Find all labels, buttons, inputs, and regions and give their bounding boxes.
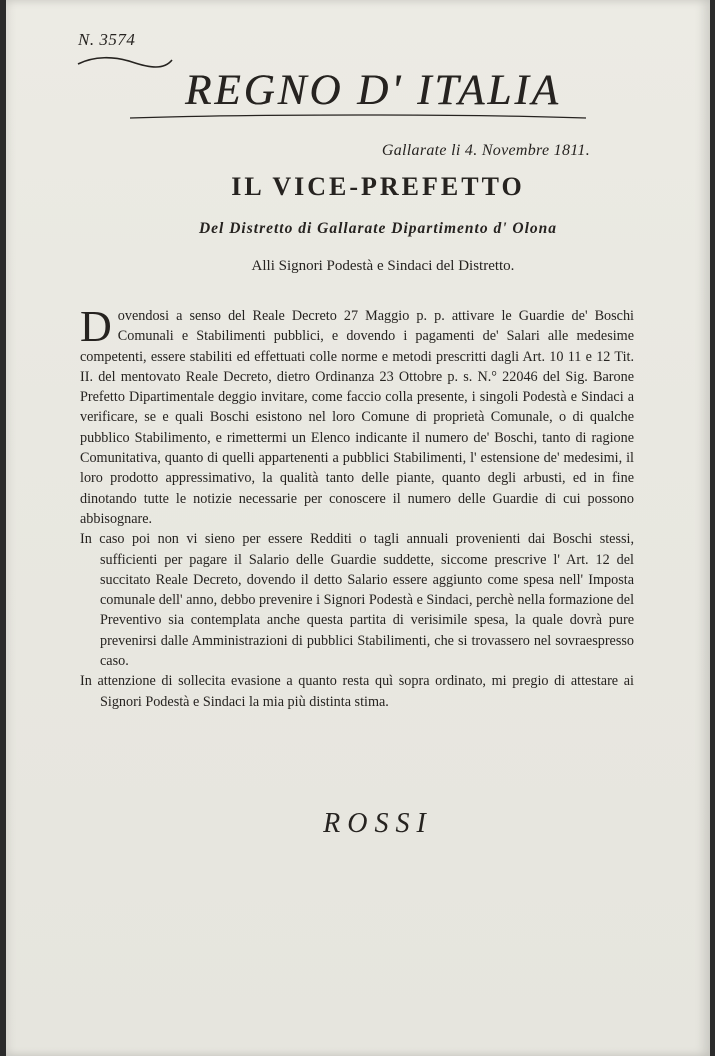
signature: ROSSI — [323, 808, 433, 839]
body-paragraph-3: In attenzione di sollecita evasione a quanto resta quì sopra ordinato, mi pregio di attestare ai Signori Podestà e Sindaci la mia più distinta stima. — [80, 673, 634, 710]
district-line: Del Distretto di Gallarate Dipartimento d' Olona — [198, 220, 557, 237]
addressees-line: Alli Signori Podestà e Sindaci del Distretto. — [251, 258, 515, 274]
document-body — [80, 302, 635, 712]
body-paragraph-1: Dovendosi a senso del Reale Decreto 27 Maggio p. p. attivare le Guardie de' Boschi Comunali e Stabilimenti pubblici, e dovendo i pagamenti de' Salari alle medesime competenti, essere stabiliti ed effettuati colle norme e metodi prescritti dagli Art. 10 11 e 12 Tit. II. del mentovato Reale Decreto, dietro Ordinanza 23 Ottobre p. s. N.° 22046 del Sig. Barone Prefetto Dipartimentale deggio invitare, come faccio colla presente, i singoli Podestà e Sindaci a verificare, se e quali Boschi esistono nel loro Comune di proprietà Comunale, o di qualche pubblico Stabilimento, e rimettermi un Elenco indicante il numero de' Boschi, tanto di ragione Comunitativa, quanto di quelli appartenenti a pubblici Stabilimenti, l' estensione de' medesimi, il loro prodotto appressimativo, la qualità tanto delle piante, quanto degli arbusti, ed in fine dinotando tutte le notizie necessarie per conoscere il numero delle Guardie di cui possono abbisognare. — [80, 302, 634, 527]
document-page — [6, 0, 710, 1056]
date-line: Gallarate li 4. Novembre 1811. — [381, 142, 590, 159]
body-paragraph-2: In caso poi non vi sieno per essere Redditi o tagli annuali provenienti dai Boschi stessi, sufficienti per pagare il Salario delle Guardie suddette, siccome prescrive l' Art. 12 del succitato Reale Decreto, dovendo il detto Salario essere aggiunto come spesa nell' Imposta comunale dell' anno, debbo prevenire i Signori Podestà e Sindaci, perchè nella formazione del Preventivo sia contemplata anche questa partita di verisimile spesa, la quale dovrà pure prevenirsi dalle Amministrazioni di pubblici Stabilimenti, che si trovassero nel sovraespresso caso. — [80, 531, 635, 670]
document-title: REGNO D' ITALIA — [185, 67, 561, 114]
issuing-office: IL VICE-PREFETTO — [231, 172, 525, 201]
title-underline-decoration — [128, 112, 588, 124]
document-reference-number: N. 3574 — [78, 30, 136, 49]
